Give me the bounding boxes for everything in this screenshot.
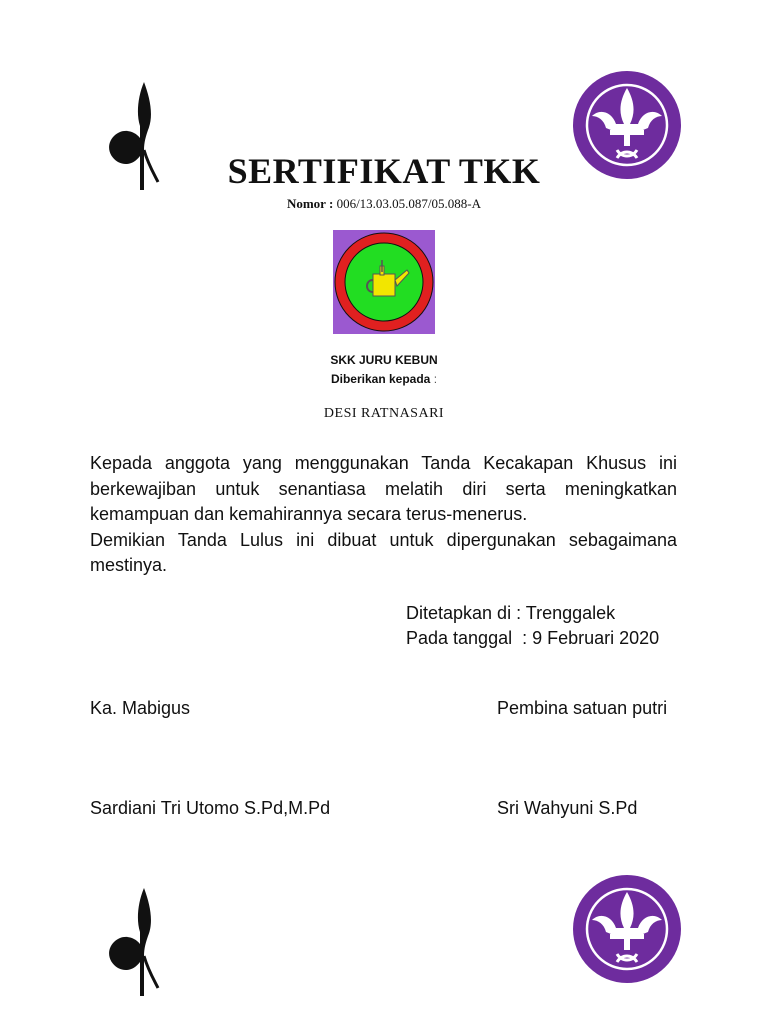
skk-title: SKK JURU KEBUN: [330, 353, 438, 367]
date-line: Pada tanggal : 9 Februari 2020: [406, 628, 660, 648]
given-colon: :: [433, 372, 438, 386]
tunas-kelapa-logo-icon: [104, 884, 160, 996]
nomor-label: Nomor :: [286, 196, 334, 211]
left-signatory-name: Sardiani Tri Utomo S.Pd,M.Pd: [90, 798, 331, 818]
watering-can-badge-icon: [333, 230, 435, 334]
left-signatory-role: Ka. Mabigus: [90, 698, 191, 718]
certificate-number: [0, 196, 768, 212]
certificate-body: [90, 451, 677, 579]
body-paragraph-2: Demikian Tanda Lulus ini dibuat untuk dipergunakan sebagaimana mestinya.: [90, 529, 677, 575]
place-line: Ditetapkan di : Trenggalek: [406, 603, 616, 623]
recipient-name: DESI RATNASARI: [323, 406, 445, 421]
wosm-fleur-de-lis-icon: [572, 874, 682, 984]
right-signatory-role: Pembina satuan putri: [497, 698, 668, 718]
certificate-title: SERTIFIKAT TKK: [227, 151, 541, 191]
given-label: Diberikan kepada: [330, 372, 431, 386]
body-paragraph-1: Kepada anggota yang menggunakan Tanda Kecakapan Khusus ini berkewajiban untuk senantiasa melatih diri serta meningkatkan kemampuan dan kemahirannya secara terus-menerus.: [90, 453, 677, 524]
right-signatory-name: Sri Wahyuni S.Pd: [497, 798, 638, 818]
nomor-value: 006/13.03.05.087/05.088-A: [336, 196, 482, 211]
given-to-line: [0, 372, 768, 386]
